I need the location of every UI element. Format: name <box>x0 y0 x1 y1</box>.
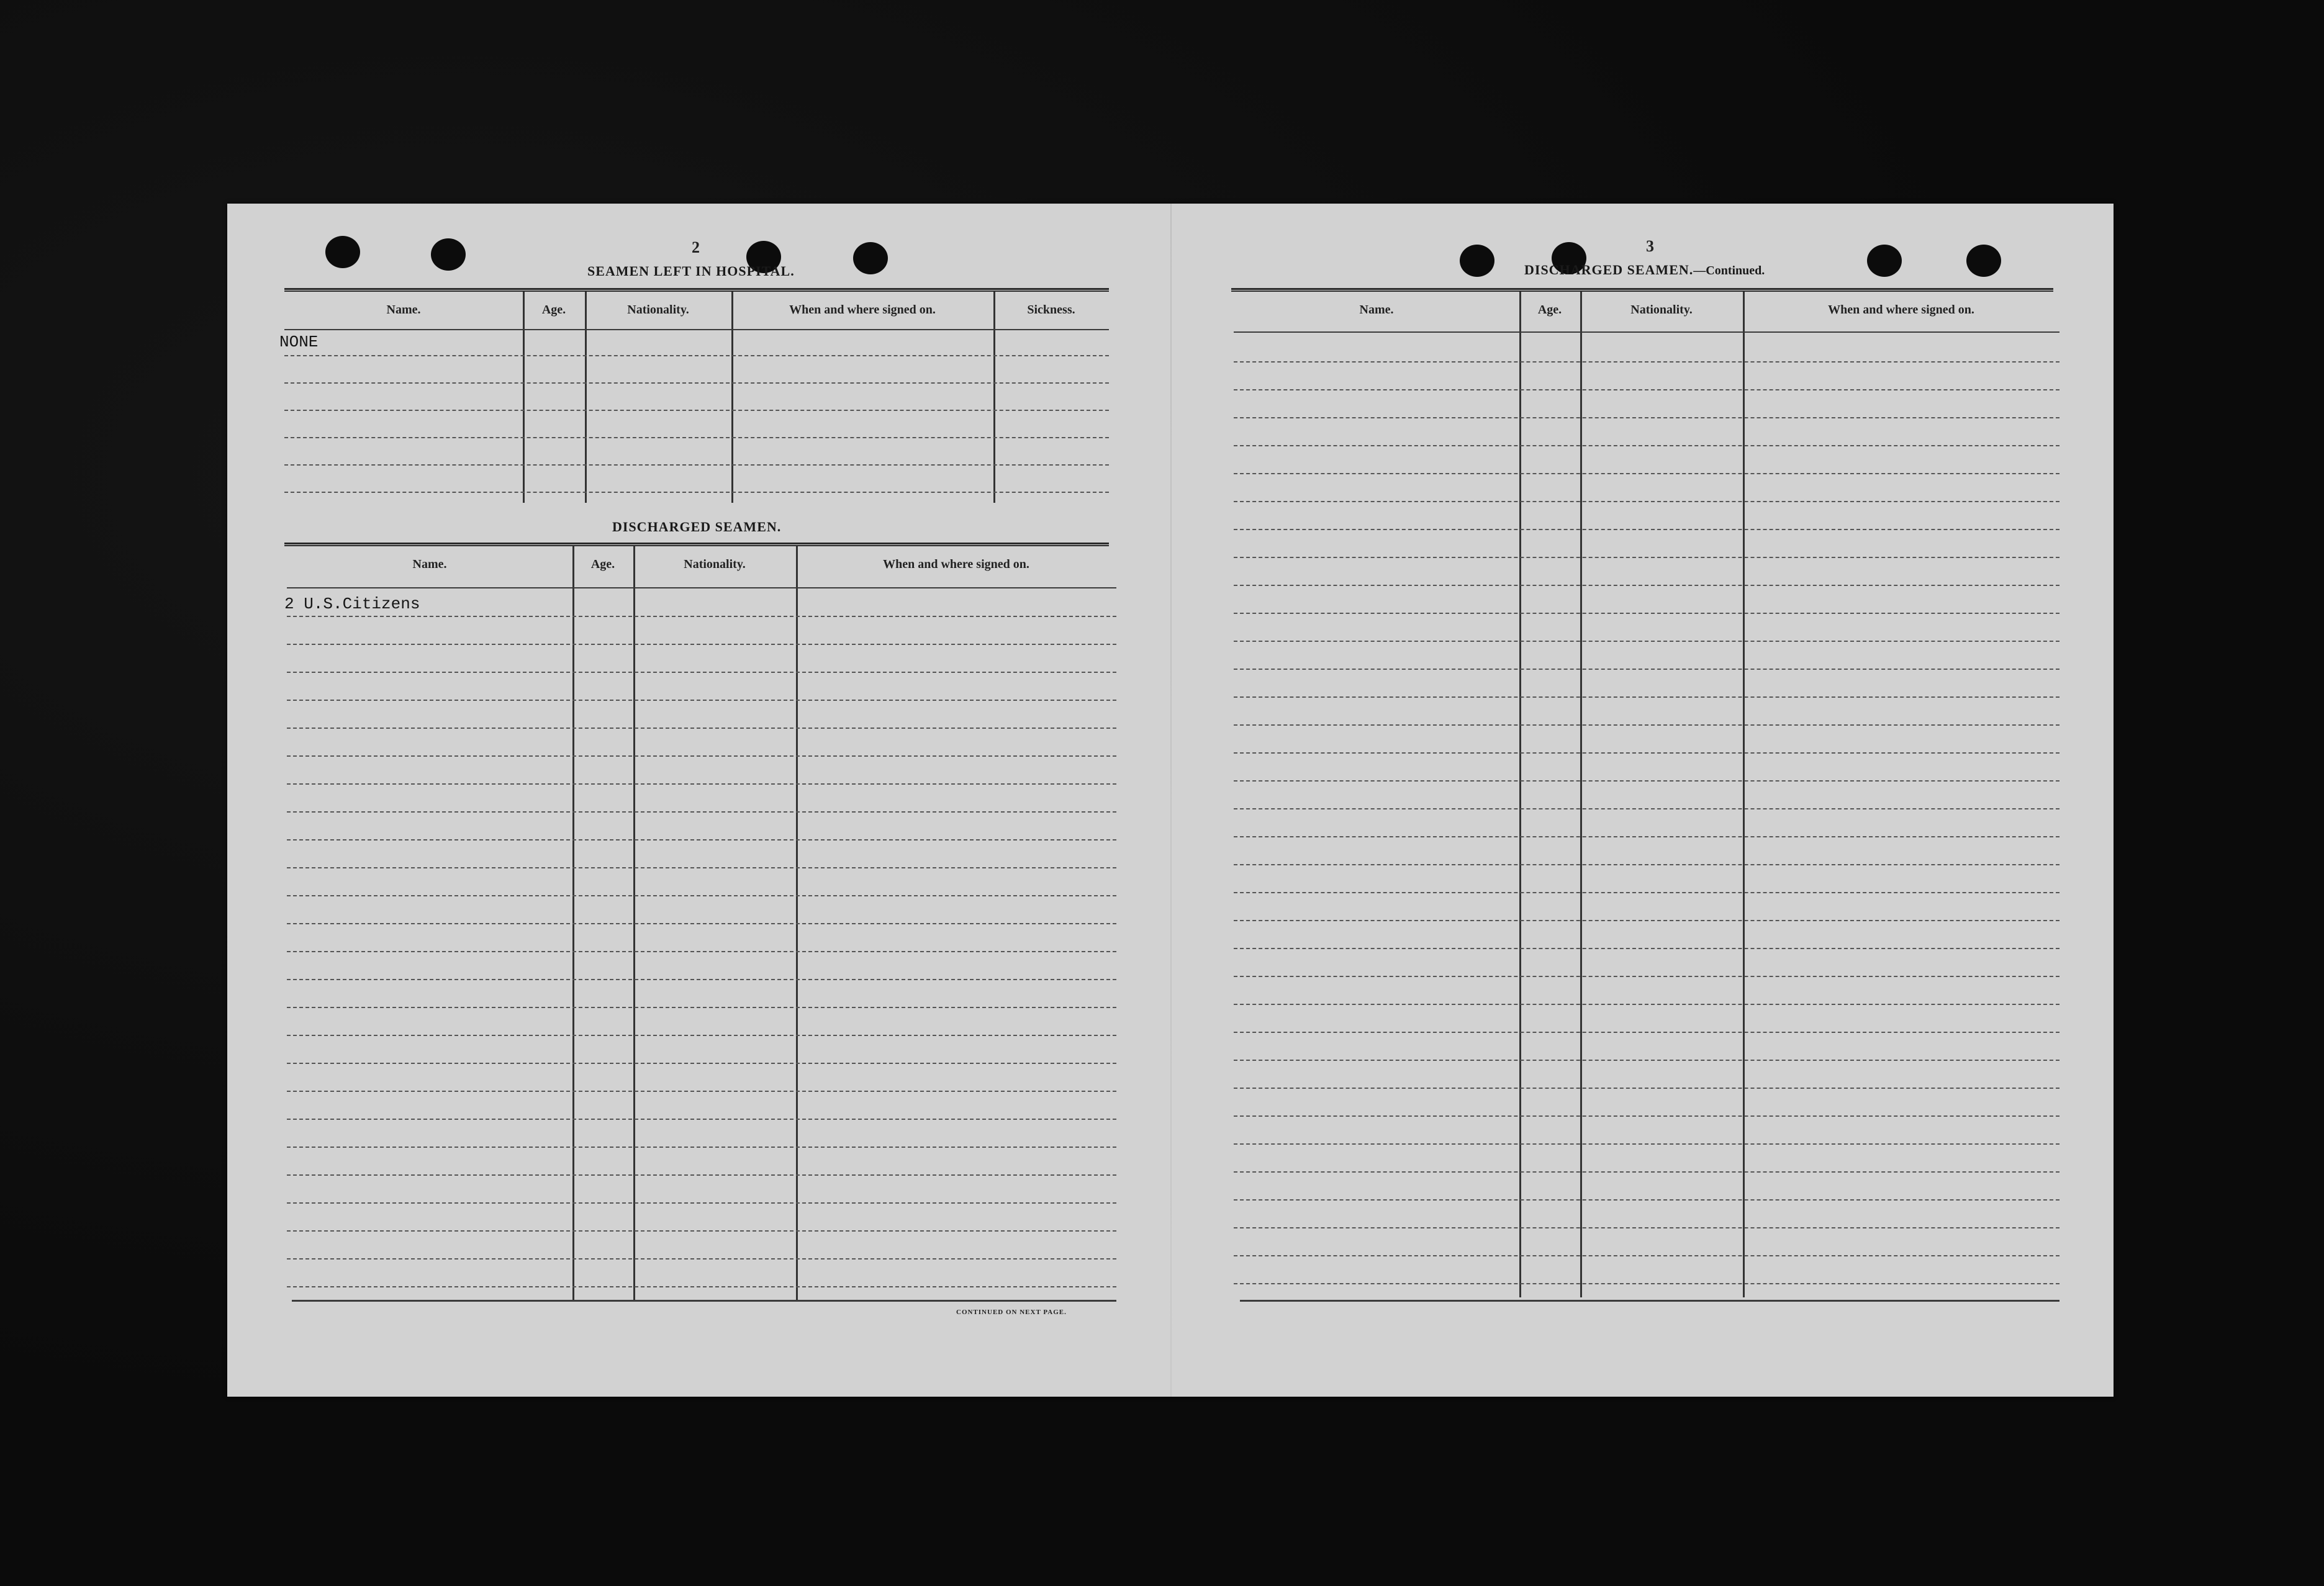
ruled-line <box>287 1230 1116 1232</box>
ruled-line <box>1234 389 2059 390</box>
discharged-entry: 2 U.S.Citizens <box>284 595 420 613</box>
ruled-line <box>1234 864 2059 865</box>
ruled-line <box>1234 473 2059 474</box>
header-underline <box>284 329 1109 330</box>
title-suffix: —Continued. <box>1693 264 1765 277</box>
discharged-section-title: DISCHARGED SEAMEN. <box>612 519 782 534</box>
ruled-line <box>1234 1060 2059 1061</box>
bottom-rule <box>292 1300 1116 1302</box>
column-divider <box>1580 292 1582 1297</box>
col-header-signed-on: When and where signed on. <box>789 303 936 317</box>
ruled-line <box>1234 752 2059 754</box>
punch-hole <box>853 242 888 274</box>
punch-hole <box>1460 245 1494 277</box>
ruled-line <box>284 410 1109 411</box>
ruled-line <box>1234 529 2059 530</box>
ruled-line <box>1234 669 2059 670</box>
ruled-line <box>284 355 1109 356</box>
discharged-continued-title <box>1524 262 1765 278</box>
ruled-line <box>1234 641 2059 642</box>
ruled-line <box>1234 892 2059 893</box>
discharged-continued-table <box>1234 292 2059 1305</box>
hospital-section-title: SEAMEN LEFT IN HOSPITAL. <box>587 263 795 279</box>
ruled-line <box>287 867 1116 868</box>
ruled-line <box>1234 1171 2059 1173</box>
ruled-line <box>287 1119 1116 1120</box>
ruled-line <box>1234 1004 2059 1005</box>
ruled-line <box>287 644 1116 645</box>
ruled-line <box>284 437 1109 438</box>
ruled-line <box>287 1007 1116 1008</box>
col-header-age: Age. <box>590 557 615 571</box>
column-divider <box>1519 292 1521 1297</box>
ruled-line <box>1234 1088 2059 1089</box>
ruled-line <box>1234 948 2059 949</box>
ruled-line <box>287 728 1116 729</box>
ruled-line <box>287 700 1116 701</box>
header-underline <box>287 587 1116 588</box>
ruled-line <box>287 1063 1116 1064</box>
col-header-name: Name. <box>386 303 421 317</box>
ruled-line <box>284 382 1109 384</box>
ruled-line <box>287 839 1116 840</box>
right-page <box>1172 204 2114 1397</box>
ruled-line <box>1234 1199 2059 1201</box>
col-header-name: Name. <box>412 557 447 571</box>
page-number: 2 <box>692 238 700 256</box>
header-underline <box>1234 331 2059 333</box>
ruled-line <box>287 1258 1116 1259</box>
ruled-line <box>287 979 1116 980</box>
ruled-line <box>1234 613 2059 614</box>
col-header-name: Name. <box>1359 303 1394 317</box>
page-number: 3 <box>1646 237 1654 255</box>
col-header-signed-on: When and where signed on. <box>1828 303 1974 317</box>
ruled-line <box>287 923 1116 924</box>
column-divider <box>585 292 587 503</box>
ruled-line <box>1234 557 2059 558</box>
left-page <box>227 204 1170 1397</box>
column-divider <box>993 292 995 503</box>
bottom-rule <box>1240 1300 2059 1302</box>
ruled-line <box>1234 808 2059 809</box>
ruled-line <box>1234 780 2059 782</box>
column-divider <box>1743 292 1745 1297</box>
ruled-line <box>1234 1227 2059 1228</box>
col-header-nationality: Nationality. <box>627 303 689 317</box>
punch-hole <box>431 238 466 271</box>
ruled-line <box>287 672 1116 673</box>
ruled-line <box>1234 696 2059 698</box>
col-header-age: Age. <box>1537 303 1562 317</box>
hospital-entry: NONE <box>279 333 319 351</box>
ruled-line <box>287 811 1116 813</box>
ruled-line <box>1234 920 2059 921</box>
ruled-line <box>287 1202 1116 1204</box>
punch-hole <box>325 236 360 268</box>
ruled-line <box>284 464 1109 466</box>
manifest-sheet <box>227 204 2114 1397</box>
ruled-line <box>1234 1143 2059 1145</box>
ruled-line <box>1234 1032 2059 1033</box>
ruled-line <box>287 1147 1116 1148</box>
hospital-table <box>279 292 1109 503</box>
punch-hole <box>1867 245 1902 277</box>
ruled-line <box>1234 1255 2059 1256</box>
col-header-sickness: Sickness. <box>1027 303 1075 317</box>
ruled-line <box>287 783 1116 785</box>
ruled-line <box>1234 417 2059 418</box>
ruled-line <box>1234 1283 2059 1284</box>
title-text: DISCHARGED SEAMEN. <box>1524 262 1694 277</box>
punch-hole <box>1966 245 2001 277</box>
ruled-line <box>287 1174 1116 1176</box>
ruled-line <box>284 492 1109 493</box>
col-header-signed-on: When and where signed on. <box>883 557 1029 571</box>
ruled-line <box>1234 501 2059 502</box>
ruled-line <box>287 616 1116 617</box>
column-divider <box>523 292 525 503</box>
ruled-line <box>1234 361 2059 363</box>
column-divider <box>731 292 733 503</box>
ruled-line <box>1234 976 2059 977</box>
ruled-line <box>287 755 1116 757</box>
col-header-age: Age. <box>541 303 566 317</box>
ruled-line <box>1234 724 2059 726</box>
ruled-line <box>287 951 1116 952</box>
ruled-line <box>1234 836 2059 837</box>
ruled-line <box>287 1286 1116 1287</box>
ruled-line <box>287 1091 1116 1092</box>
discharged-table <box>284 546 1116 1304</box>
ruled-line <box>1234 585 2059 586</box>
ruled-line <box>287 895 1116 896</box>
continued-note: CONTINUED ON NEXT PAGE. <box>956 1309 1067 1316</box>
ruled-line <box>287 1035 1116 1036</box>
col-header-nationality: Nationality. <box>1630 303 1693 317</box>
col-header-nationality: Nationality. <box>684 557 746 571</box>
ruled-line <box>1234 1115 2059 1117</box>
ruled-line <box>1234 445 2059 446</box>
